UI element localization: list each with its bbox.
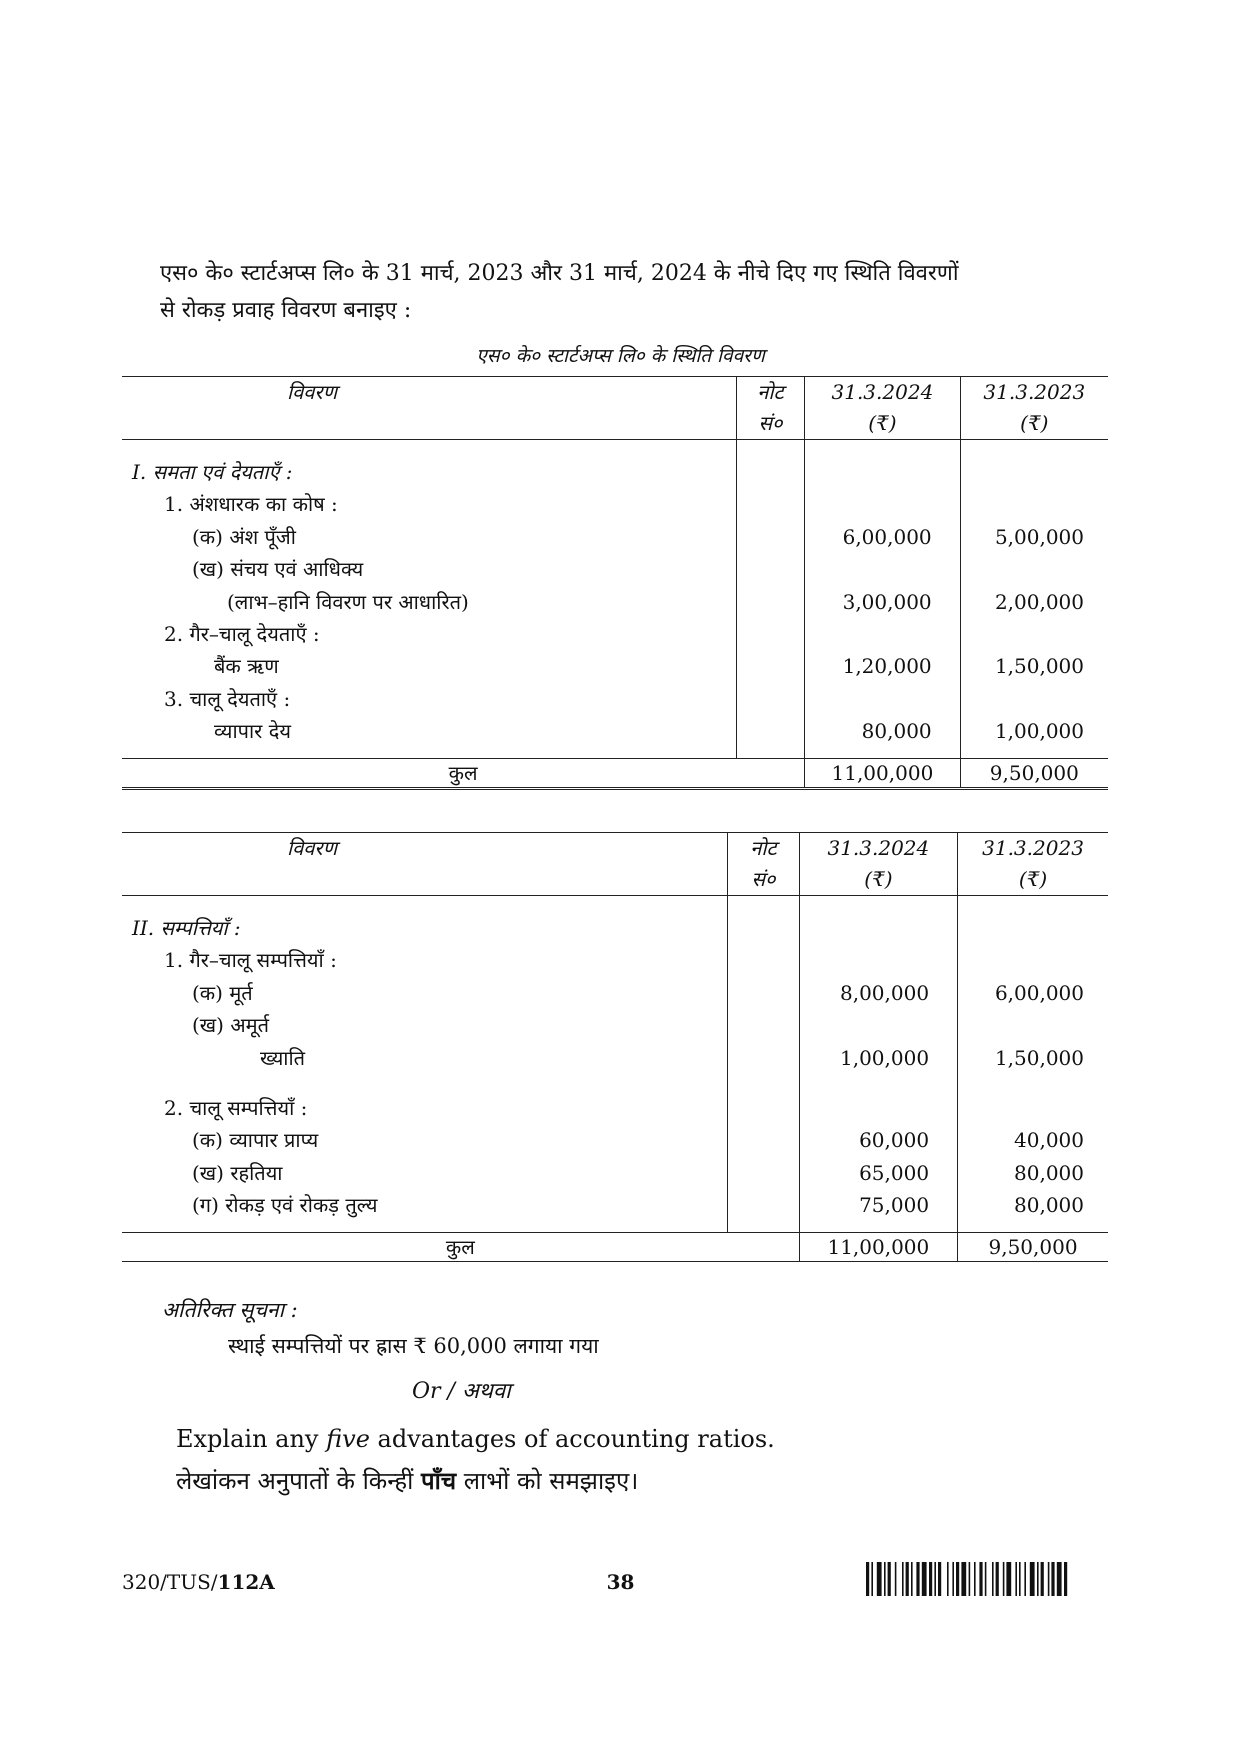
value-cell: 5,00,000 [994,524,1084,549]
sub-heading: 2. गैर–चालू देयताएँ : [164,622,320,647]
row-label: बैंक ऋण [214,654,279,679]
or-separator: Or / अथवा [412,1379,511,1404]
row-label: (क) मूर्त [192,980,253,1005]
header-note-no: नोट सं० [736,377,804,440]
value-cell: 80,000 [861,719,932,744]
row-label: (ख) संचय एवं आधिक्य [192,557,364,582]
value-cell: 80,000 [1014,1160,1084,1185]
note-column [736,440,804,759]
balance-sheet-assets [122,832,1108,1262]
header-year-2024: 31.3.2024 (₹) [799,833,957,896]
section-heading: II. सम्पत्तियाँ : [132,916,241,940]
value-cell: 1,00,000 [994,719,1084,744]
table-body [122,440,1108,759]
total-row [122,1232,1108,1261]
header-particulars: विवरण [122,377,736,440]
sub-heading: 3. चालू देयताएँ : [164,686,291,711]
row-label: (ग) रोकड़ एवं रोकड़ तुल्य [192,1193,378,1218]
header-particulars: विवरण [122,833,728,896]
values-2023-column [958,896,1108,1233]
alternate-question [176,1418,775,1502]
question-hindi: लेखांकन अनुपातों के किन्हीं पाँच लाभों को समझाइए। [176,1466,639,1495]
header-year-2023: 31.3.2023 (₹) [960,377,1108,440]
header-note-no: नोट सं० [728,833,800,896]
additional-info-text: स्थाई सम्पत्तियों पर ह्रास ₹ 60,000 लगाया गया [228,1334,599,1358]
value-cell: 80,000 [1014,1193,1084,1218]
values-2024-column [799,896,957,1233]
sub-heading: 2. चालू सम्पत्तियाँ : [164,1096,308,1121]
value-cell: 1,50,000 [994,654,1084,679]
header-year-2023: 31.3.2023 (₹) [958,833,1108,896]
table-body [122,896,1108,1233]
row-label: (क) व्यापार प्राप्य [192,1128,319,1153]
row-label: ख्याति [260,1045,306,1070]
value-cell: 6,00,000 [994,980,1084,1005]
value-cell: 2,00,000 [994,589,1084,614]
additional-info-label: अतिरिक्त सूचना : [162,1298,298,1322]
row-label: (ख) अमूर्त [192,1013,269,1038]
question-english: Explain any five advantages of accounting ratios. [176,1425,775,1453]
total-2024: 11,00,000 [799,1232,957,1261]
sub-heading: 1. गैर–चालू सम्पत्तियाँ : [164,948,337,973]
value-cell: 75,000 [859,1193,930,1218]
section-heading: I. समता एवं देयताएँ : [132,460,293,484]
header-year-2024: 31.3.2024 (₹) [805,377,961,440]
intro-line-2: से रोकड़ प्रवाह विवरण बनाइए : [160,298,412,323]
total-label: कुल [122,758,805,788]
row-label: व्यापार देय [214,719,291,744]
table-header [122,377,1108,440]
question-intro [160,255,1080,329]
table-title: एस० के० स्टार्टअप्स लि० के स्थिति विवरण [476,345,765,367]
value-cell: 60,000 [859,1128,930,1153]
total-2023: 9,50,000 [960,758,1108,788]
value-cell: 3,00,000 [842,589,932,614]
total-2023: 9,50,000 [958,1232,1108,1261]
value-cell: 65,000 [859,1160,930,1185]
value-cell: 1,20,000 [842,654,932,679]
particulars-column [122,440,736,759]
table-header [122,833,1108,896]
value-cell: 1,50,000 [994,1045,1084,1070]
row-label: (लाभ–हानि विवरण पर आधारित) [227,589,469,614]
value-cell: 1,00,000 [839,1045,930,1070]
page-number: 38 [606,1570,635,1594]
values-2024-column [805,440,961,759]
balance-sheet-liabilities [122,376,1108,790]
values-2023-column [960,440,1108,759]
total-label: कुल [122,1232,799,1261]
note-column [728,896,800,1233]
intro-line-1: एस० के० स्टार्टअप्स लि० के 31 मार्च, 2023 और 31 मार्च, 2024 के नीचे दिए गए स्थिति विवरणों [160,261,959,286]
total-row [122,758,1108,788]
row-label: (ख) रहतिया [192,1160,283,1185]
particulars-column [122,896,728,1233]
value-cell: 8,00,000 [839,980,930,1005]
additional-information [162,1292,599,1364]
value-cell: 40,000 [1014,1128,1084,1153]
value-cell: 6,00,000 [842,524,932,549]
total-2024: 11,00,000 [805,758,961,788]
sub-heading: 1. अंशधारक का कोष : [164,492,338,517]
row-label: (क) अंश पूँजी [192,524,296,549]
barcode-icon [866,1562,1128,1596]
paper-code: 320/TUS/112A [122,1570,275,1594]
